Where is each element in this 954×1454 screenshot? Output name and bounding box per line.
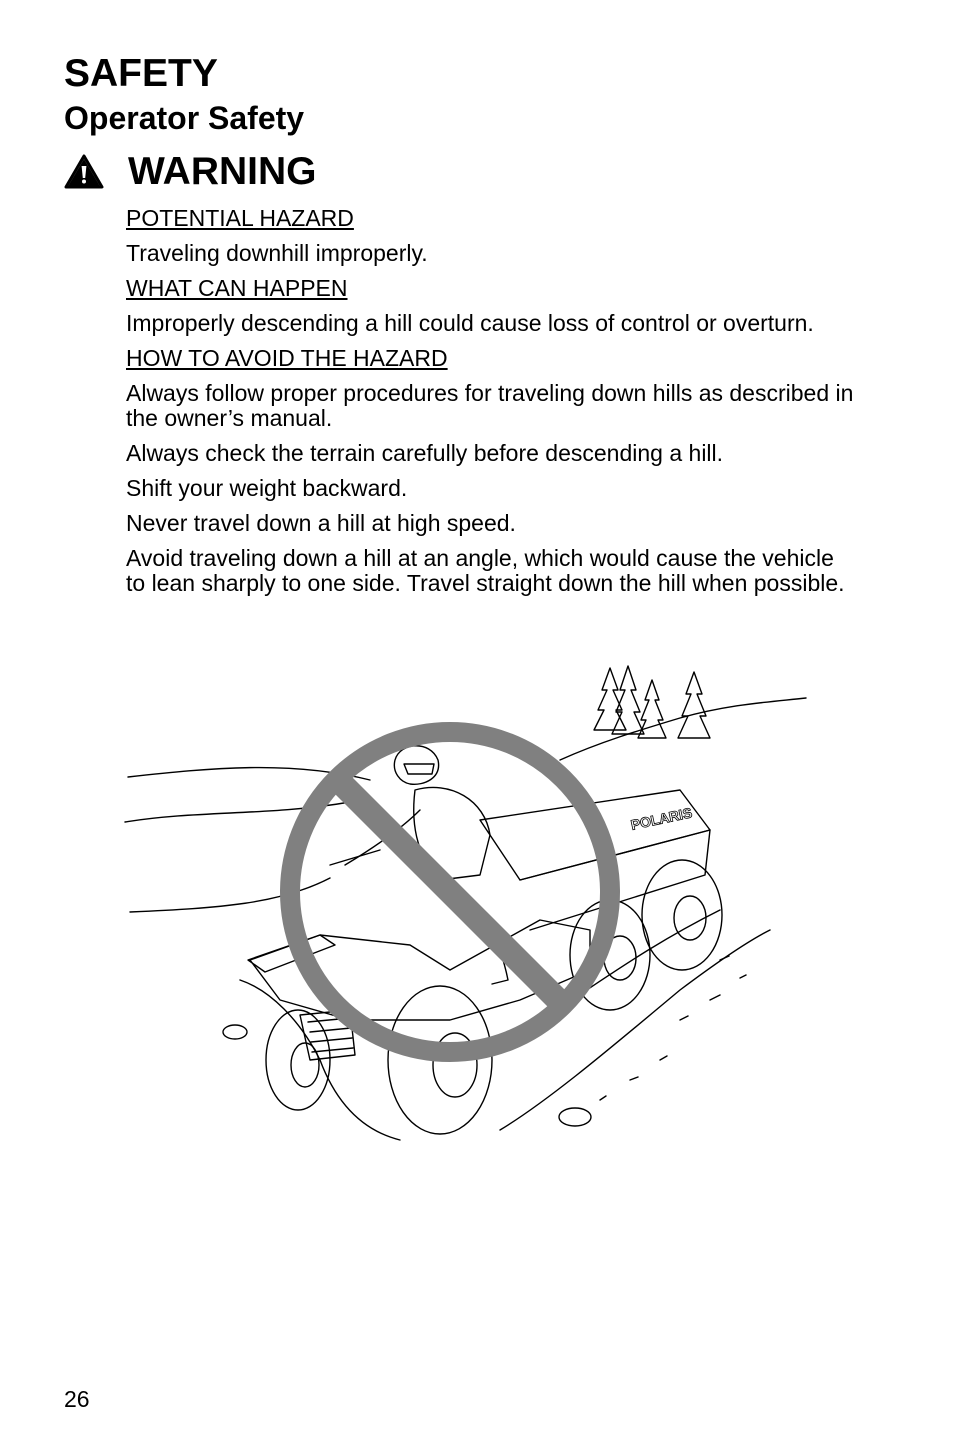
page-number: 26 [64,1386,90,1412]
tree [638,680,666,738]
avoid-item: Shift your weight backward. [126,475,408,501]
avoid-item: Avoid traveling down a hill at an angle, which would cause the vehicle to lean sharply to one side. Travel straight down the hill when possible. [126,545,845,596]
rider-helmet [394,746,438,785]
avoid-item: Always check the terrain carefully before descending a hill. [126,440,724,466]
wheel-hub [291,1043,319,1087]
warning-header [64,152,317,191]
potential-hazard-heading: POTENTIAL HAZARD [126,205,354,231]
terrain-line [240,980,400,1140]
prohibited-sign-icon [290,732,610,1052]
wheel-hub [674,896,706,940]
tree [678,672,710,738]
rock [559,1108,591,1126]
grass-marks [600,956,746,1100]
warning-triangle-icon [64,154,104,190]
handlebar [330,850,380,865]
atv-downhill-illustration [120,660,820,1150]
avoid-item: Always follow proper procedures for traveling down hills as described in the owner’s manual. [126,380,854,431]
avoid-item: Never travel down a hill at high speed. [126,510,516,536]
warning-title: WARNING [128,150,317,193]
what-can-happen-text: Improperly descending a hill could cause loss of control or overturn. [126,310,814,336]
rock [223,1025,247,1039]
warning-body [126,206,856,606]
cargo-brand-marking: POLARIS [629,804,694,833]
what-can-happen-heading: WHAT CAN HAPPEN [126,275,348,301]
hill-line [560,698,806,760]
rider-goggles [404,764,434,774]
how-to-avoid-heading: HOW TO AVOID THE HAZARD [126,345,448,371]
potential-hazard-text: Traveling downhill improperly. [126,240,428,266]
subsection-title: Operator Safety [64,100,305,136]
section-title: SAFETY [64,52,218,95]
